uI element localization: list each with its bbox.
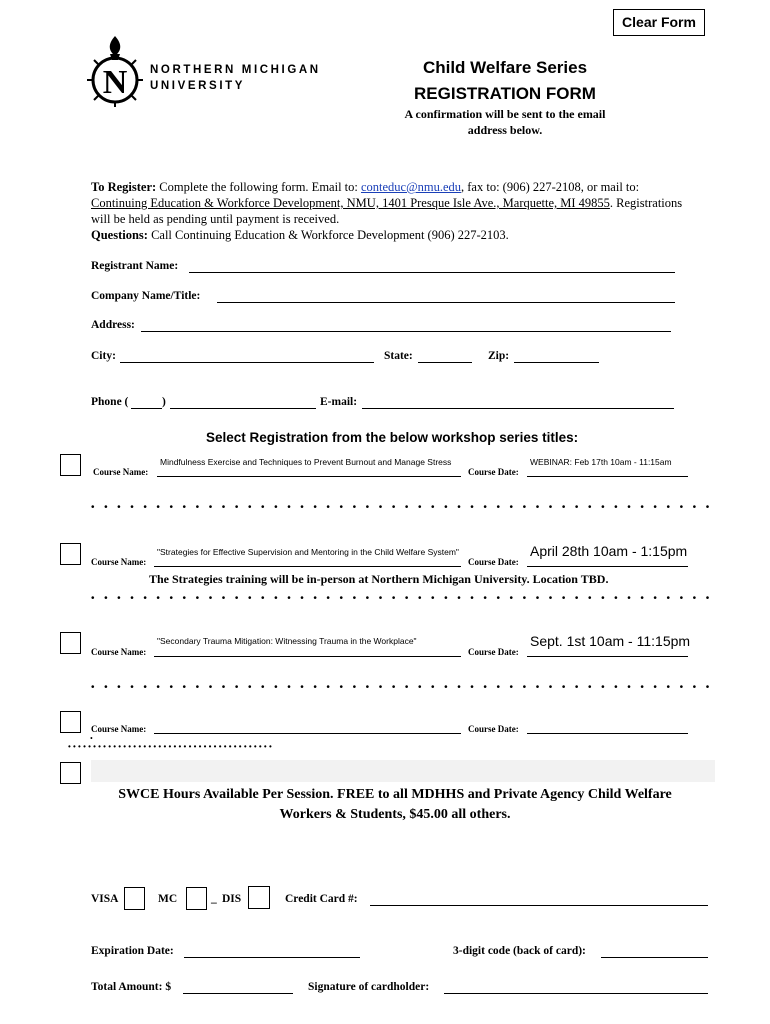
register-label: To Register: [91, 180, 157, 194]
email-field[interactable] [362, 408, 674, 409]
nmu-torch-n-icon [84, 34, 146, 110]
zip-field[interactable] [514, 362, 599, 363]
course-1-checkbox[interactable] [60, 454, 81, 476]
separator-dots-2: • • • • • • • • • • • • • • • • • • • • • • • • • • • • • • • • • • • • • • • • • • • • • • • • [91, 593, 713, 604]
company-field[interactable] [217, 302, 675, 303]
course-3-date-value: Sept. 1st 10am - 11:15pm [530, 633, 691, 649]
nmu-logo [84, 34, 324, 110]
expiration-field[interactable] [184, 957, 360, 958]
page-subtitle: REGISTRATION FORM [414, 84, 596, 103]
logo-line-2: UNIVERSITY [150, 80, 246, 92]
phone-field[interactable] [170, 408, 316, 409]
register-instructions [91, 179, 691, 243]
course-4-date-field[interactable] [527, 733, 688, 734]
course-3-date-field[interactable] [527, 656, 688, 657]
signature-label: Signature of cardholder: [308, 981, 430, 993]
city-field[interactable] [120, 362, 374, 363]
fax-text: , fax to: (906) 227-2108, or mail to: [461, 180, 640, 194]
state-label: State: [384, 350, 413, 362]
address-label: Address: [91, 319, 135, 331]
course-3-name-value: "Secondary Trauma Mitigation: Witnessing Trauma in the Workplace" [157, 636, 417, 646]
mailing-address: Continuing Education & Workforce Development, NMU, 1401 Presque Isle Ave., Marquette, MI 49855 [91, 196, 610, 210]
logo-line-1: NORTHERN MICHIGAN [150, 64, 321, 76]
mc-label: MC [158, 893, 178, 905]
confirmation-note-1: A confirmation will be sent to the email [404, 107, 606, 121]
city-label: City: [91, 350, 116, 362]
register-text: Complete the following form. Email to: [156, 180, 361, 194]
extra-course-strip[interactable] [91, 760, 715, 782]
small-bullet: • [90, 734, 93, 743]
phone-close-paren: ) [162, 396, 166, 408]
dis-checkbox[interactable] [248, 886, 270, 909]
course-2-name-value: "Strategies for Effective Supervision and Mentoring in the Child Welfare System" [157, 547, 459, 557]
expiration-label: Expiration Date: [91, 945, 174, 957]
page-title: Child Welfare Series [422, 58, 588, 77]
course-1-date-field[interactable] [527, 476, 688, 477]
total-amount-label: Total Amount: $ [91, 981, 172, 993]
course-1-date-value: WEBINAR: Feb 17th 10am - 11:15am [530, 457, 672, 467]
email-label: E-mail: [320, 396, 358, 408]
course-3-name-label: Course Name: [91, 647, 147, 657]
security-code-label: 3-digit code (back of card): [453, 945, 586, 957]
mc-checkbox[interactable] [186, 887, 207, 910]
pending-text: . Registrations will be held as pending until payment is received. [91, 196, 683, 226]
confirmation-note-2: address below. [467, 123, 543, 137]
course-1-date-label: Course Date: [468, 467, 519, 477]
security-code-field[interactable] [601, 957, 708, 958]
course-1-name-field[interactable] [157, 476, 461, 477]
course-4-date-label: Course Date: [468, 724, 519, 734]
course-4-checkbox[interactable] [60, 711, 81, 733]
dis-label: DIS [222, 893, 242, 905]
signature-field[interactable] [444, 993, 708, 994]
separator-dots-1: • • • • • • • • • • • • • • • • • • • • • • • • • • • • • • • • • • • • • • • • • • • • • • • • [91, 502, 713, 513]
course-1-name-label: Course Name: [93, 467, 149, 477]
course-2-checkbox[interactable] [60, 543, 81, 565]
questions-text: Call Continuing Education & Workforce Development (906) 227-2103. [147, 228, 509, 242]
email-link[interactable]: conteduc@nmu.edu [360, 180, 462, 194]
swce-line-1: SWCE Hours Available Per Session. FREE to all MDHHS and Private Agency Child Welfare [118, 787, 672, 802]
address-field[interactable] [141, 331, 671, 332]
mc-underscore: _ [211, 893, 217, 905]
course-3-name-field[interactable] [154, 656, 461, 657]
visa-label: VISA [91, 893, 119, 905]
company-label: Company Name/Title: [91, 290, 201, 302]
registrant-name-label: Registrant Name: [91, 260, 179, 272]
course-5-checkbox[interactable] [60, 762, 81, 784]
state-field[interactable] [418, 362, 472, 363]
course-1-name-value: Mindfulness Exercise and Techniques to Prevent Burnout and Manage Stress [160, 457, 452, 467]
questions-label: Questions: [91, 228, 148, 242]
course-3-checkbox[interactable] [60, 632, 81, 654]
separator-dots-4: • • • • • • • • • • • • • • • • • • • • • • • • • • • • • • • • • • • • • • • • • [68, 742, 272, 751]
course-2-date-field[interactable] [527, 566, 688, 567]
separator-dots-3: • • • • • • • • • • • • • • • • • • • • • • • • • • • • • • • • • • • • • • • • • • • • • • • • [91, 682, 713, 693]
course-2-name-label: Course Name: [91, 557, 147, 567]
zip-label: Zip: [488, 350, 510, 362]
course-4-name-field[interactable] [154, 733, 461, 734]
course-3-date-label: Course Date: [468, 647, 519, 657]
swce-line-2: Workers & Students, $45.00 all others. [279, 807, 511, 822]
course-4-name-label: Course Name: [91, 724, 147, 734]
course-2-date-label: Course Date: [468, 557, 519, 567]
area-code-field[interactable] [131, 408, 162, 409]
course-2-date-value: April 28th 10am - 1:15pm [530, 543, 688, 559]
credit-card-field[interactable] [370, 905, 708, 906]
course-2-location-note: The Strategies training will be in-person at Northern Michigan University. Location TBD. [149, 572, 609, 586]
total-amount-field[interactable] [183, 993, 293, 994]
registrant-name-field[interactable] [189, 272, 675, 273]
visa-checkbox[interactable] [124, 887, 145, 910]
course-2-name-field[interactable] [154, 566, 461, 567]
workshop-heading: Select Registration from the below workshop series titles: [206, 430, 579, 445]
clear-form-button[interactable]: Clear Form [613, 9, 705, 36]
credit-card-label: Credit Card #: [285, 893, 358, 905]
phone-label: Phone ( [91, 396, 129, 408]
svg-text:N: N [102, 64, 128, 101]
